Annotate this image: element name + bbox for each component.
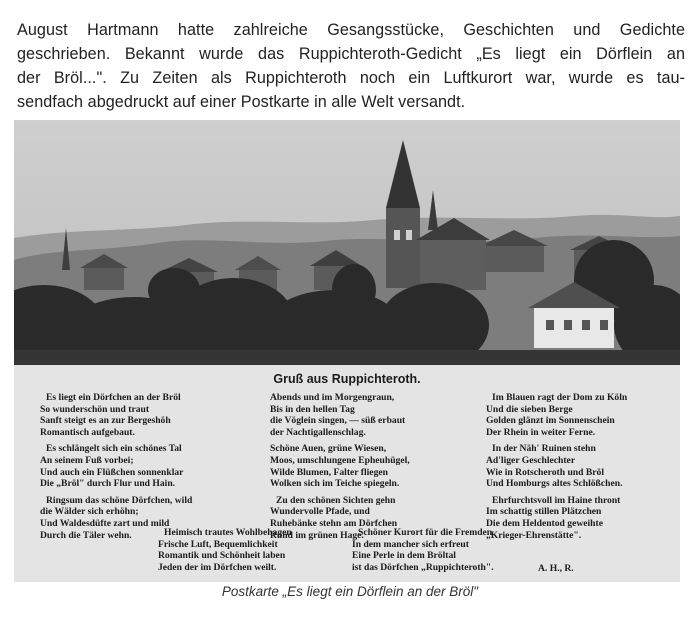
verse-line: Romantisch aufgebaut. [40, 426, 135, 438]
verse-line: Und Waldesdüfte zart und mild [40, 517, 170, 529]
verse-line: Bis in den hellen Tag [270, 403, 355, 415]
verse-line: Eine Perle in dem Bröltal [352, 550, 456, 562]
verse-line: Heimisch trautes Wohlbehagen [164, 527, 292, 538]
verse-line: Es liegt ein Dörfchen an der Bröl [46, 392, 181, 403]
verse-line: Im Blauen ragt der Dom zu Köln [492, 392, 628, 403]
verse-line: Schöner Kurort für die Fremden [358, 527, 493, 538]
verse-line: ist das Dörfchen „Ruppichteroth". [352, 561, 494, 573]
stanza [270, 443, 410, 489]
stanza [486, 443, 627, 489]
stanza [40, 392, 192, 438]
verse-line: Frische Luft, Bequemlichkeit [158, 538, 278, 550]
intro-line: geschrieben. Bekannt wurde das Ruppichteroth-Gedicht „Es liegt ein Dörflein an [17, 45, 685, 63]
verse-line: So wunderschön und traut [40, 403, 150, 415]
verse-line: Und die sieben Berge [486, 403, 573, 415]
poem-column-1 [40, 392, 192, 546]
intro-paragraph [17, 18, 685, 114]
verse-line: die Vöglein singen, — süß erbaut [270, 415, 406, 427]
verse-line: In dem mancher sich erfreut [352, 538, 469, 550]
verse-line: Ehrfurchtsvoll im Haine thront [492, 494, 621, 506]
verse-line: die Wälder sich erhöhn; [40, 506, 139, 518]
verse-line: Wilde Blumen, Falter fliegen [270, 466, 388, 478]
verse-line: Schöne Auen, grüne Wiesen, [270, 443, 387, 455]
caption: Postkarte „Es liegt ein Dörflein an der Bröl" [221, 584, 479, 599]
verse-line: Der Rhein in weiter Ferne. [486, 426, 596, 438]
verse-line: Golden glänzt im Sonnenschein [486, 415, 615, 427]
stanza [270, 392, 410, 438]
poem-column-3 [486, 392, 627, 546]
poem-column-2 [270, 392, 410, 546]
verse-line: Wie in Rotscheroth und Bröl [486, 466, 604, 478]
verse-line: Die dem Heldentod geweihte [486, 517, 603, 529]
stanza [40, 443, 192, 489]
intro-line: der Bröl...". Zu Zeiten als Ruppichteroth noch ein Luftkurort war, wurde es tau- [17, 69, 685, 87]
verse-line: In der Näh' Ruinen stehn [492, 443, 596, 455]
verse-line: Sanft steigt es an zur Bergeshöh [40, 415, 171, 427]
verse-line: Moos, umschlungene Epheuhügel, [270, 454, 410, 466]
verse-line: der Nachtigallenschlag. [270, 426, 366, 438]
verse-line: Romantik und Schönheit laben [158, 550, 286, 562]
verse-line: Wundervolle Pfade, und [270, 506, 370, 518]
village-photo [14, 120, 680, 365]
poem-column-4 [158, 527, 292, 573]
verse-line: Ringsum das schöne Dörfchen, wild [46, 494, 193, 506]
postcard [14, 120, 680, 582]
postcard-title: Gruß aus Ruppichteroth. [273, 372, 421, 386]
poem-column-5 [352, 527, 494, 573]
stanza [486, 495, 627, 541]
verse-line: „Krieger-Ehrenstätte". [486, 529, 582, 541]
verse-line: Ad'liger Geschlechter [486, 454, 576, 466]
intro-line: sendfach abgedruckt auf einer Postkarte in alle Welt versandt. [17, 93, 466, 111]
verse-line: Zu den schönen Sichten gehn [276, 494, 396, 506]
intro-line: August Hartmann hatte zahlreiche Gesangsstücke, Geschichten und Gedichte [17, 21, 685, 39]
poem-area [14, 365, 680, 582]
verse-line: Im schattig stillen Plätzchen [486, 506, 602, 518]
verse-line: Rund im grünen Hage. [270, 529, 364, 541]
verse-line: Und Homburgs altes Schlößchen. [486, 478, 623, 490]
stanza [486, 392, 627, 438]
verse-line: Wolken sich im Teiche spiegeln. [270, 478, 400, 490]
verse-line: Abends und im Morgengraun, [270, 392, 395, 403]
verse-line: Durch die Täler wehn. [40, 529, 132, 541]
verse-line: Und auch ein Flüßchen sonnenklar [40, 466, 184, 478]
verse-line: Jeden der im Dörfchen weilt. [158, 561, 277, 573]
verse-line: Die „Bröl" durch Flur und Hain. [40, 478, 176, 490]
verse-line: Es schlängelt sich ein schönes Tal [46, 443, 182, 455]
signature: A. H., R. [538, 563, 574, 574]
verse-line: Ruhebänke stehn am Dörfchen [270, 517, 398, 529]
verse-line: An seinem Fuß vorbei; [40, 454, 134, 466]
